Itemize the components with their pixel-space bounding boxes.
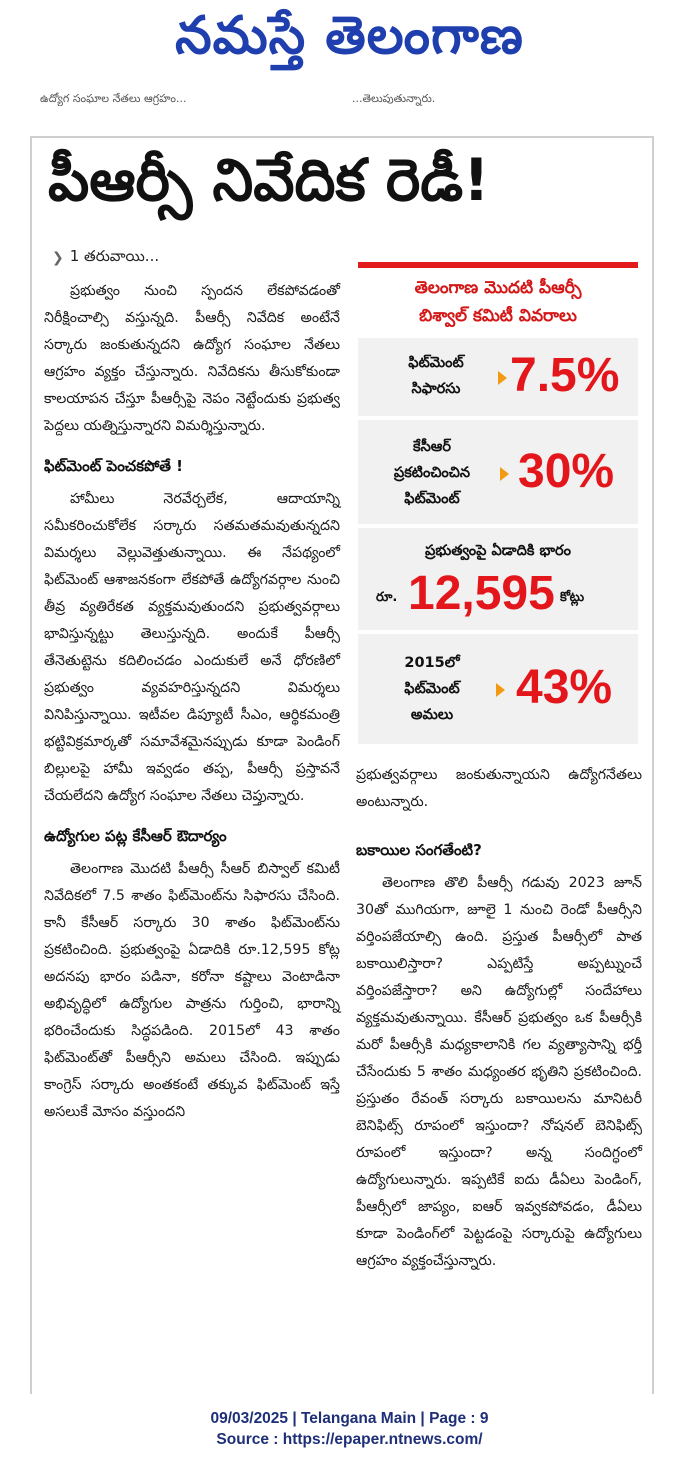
arrow-right-icon bbox=[498, 371, 507, 385]
section-subhead: బకాయిల సంగతేంటి? bbox=[356, 841, 482, 859]
label-line: ఫిట్‌మెంట్ bbox=[404, 491, 460, 507]
fact-box-heading-line: బిశ్వాల్ కమిటీ వివరాలు bbox=[419, 306, 577, 326]
article-paragraph: ప్రభుత్వవర్గాలు జంకుతున్నాయని ఉద్యోగనేతలు అంటున్నారు. bbox=[356, 767, 642, 810]
unit-label: కోట్లు bbox=[560, 590, 585, 605]
cut-off-text-left: ఉద్యోగ సంఘాల నేతలు ఆగ్రహం... bbox=[40, 92, 187, 105]
article-headline: పీఆర్సీ నివేదిక రెడీ! bbox=[48, 146, 490, 214]
fact-row-value: 12,595 bbox=[408, 567, 555, 620]
section-subhead: ఉద్యోగుల పట్ల కేసీఆర్ ఔదార్యం bbox=[44, 827, 227, 845]
continuation-kicker bbox=[52, 248, 159, 268]
masthead bbox=[0, 0, 699, 92]
fact-row-annual-burden bbox=[358, 528, 638, 632]
label-line: సిఫారసు bbox=[411, 381, 461, 397]
article-paragraph: తెలంగాణ మొదటి పీఆర్సీ సీఆర్ బిస్వాల్ కమిటీ నివేదికలో 7.5 శాతం ఫిట్‌మెంట్‌ను సిఫారసు చేసింది. కానీ కేసీఆర్ సర్కారు 30 శాతం ఫిట్‌మెంట్‌ను ప్రకటించింది. ప్రభుత్వంపై ఏడాదికి రూ.12,595 కోట్ల అదనపు భారం పడినా, కరోనా కష్టాలు వెంటాడినా అభివృద్ధిలో ఉద్యోగుల పాత్రను గుర్తించి, భారాన్ని భరించేందుకు సిద్ధపడింది. 2015లో 43 శాతం ఫిట్‌మెంట్‌తో పీఆర్సీని అమలు చేసింది. ఇప్పుడు కాంగ్రెస్ సర్కారు అంతకంటే తక్కువ ఫిట్‌మెంట్ ఇస్తే అసలుకే మోసం వస్తుందని bbox=[44, 861, 340, 1120]
fact-row-recommended-fitment bbox=[358, 338, 638, 418]
footer-source: Source : https://epaper.ntnews.com/ bbox=[216, 1431, 483, 1448]
fact-row-2015-fitment bbox=[358, 634, 638, 746]
fact-row-label bbox=[372, 650, 492, 728]
label-line: అమలు bbox=[410, 707, 454, 723]
label-line: ఫిట్‌మెంట్ bbox=[408, 355, 464, 371]
label-line: 2015లో bbox=[404, 655, 460, 671]
fact-row-value: 43% bbox=[516, 661, 613, 714]
fact-row-label: ప్రభుత్వంపై ఏడాదికి భారం bbox=[425, 543, 571, 559]
label-line: కేసీఆర్ bbox=[413, 439, 451, 455]
page-footer bbox=[0, 1408, 699, 1450]
currency-prefix: రూ. bbox=[376, 590, 398, 605]
chevron-right-icon: ❯ bbox=[52, 250, 64, 266]
fact-row-kcr-fitment bbox=[358, 420, 638, 526]
fact-row-label bbox=[376, 350, 496, 402]
label-line: ఫిట్‌మెంట్ bbox=[404, 681, 460, 697]
fact-row-value: 7.5% bbox=[510, 349, 620, 402]
left-column bbox=[44, 278, 340, 1126]
cut-off-text-right: ...తెలుపుతున్నారు. bbox=[352, 92, 436, 105]
fact-box-heading-line: తెలంగాణ మొదటి పీఆర్సీ bbox=[414, 278, 582, 298]
footer-date-edition: 09/03/2025 | Telangana Main | Page : 9 bbox=[210, 1410, 489, 1427]
cut-off-bottom-text bbox=[150, 1388, 530, 1398]
right-column bbox=[356, 762, 642, 1275]
fact-row-value: 30% bbox=[518, 445, 615, 498]
newspaper-logo: నమస్తే తెలంగాణ bbox=[175, 6, 524, 66]
fact-box bbox=[358, 262, 638, 750]
article-paragraph: ప్రభుత్వం నుంచి స్పందన లేకపోవడంతో నిరీక్షించాల్సి వస్తున్నది. పీఆర్సీ నివేదిక అంటేనే సర్కారు జంకుతున్నదని ఉద్యోగ సంఘాల నేతలు ఆగ్రహం వ్యక్తం చేస్తున్నారు. నివేదికను తీసుకోకుండా కాలయాపన చేస్తూ పీఆర్సీపై నెపం నెట్టేందుకు ప్రభుత్వ పెద్దలు యత్నిస్తున్నారని విమర్శిస్తున్నారు. bbox=[44, 283, 340, 434]
fact-row-label bbox=[364, 434, 500, 512]
article-paragraph: తెలంగాణ తొలి పీఆర్సీ గడువు 2023 జూన్ 30తో ముగియగా, జూలై 1 నుంచి రెండో పీఆర్సీని వర్తింపజేయాల్సి ఉంది. ప్రస్తుత పీఆర్సీలో పాత బకాయిలిస్తారా? ఎప్పటిస్తే అప్పట్నుంచే వర్తింపజేస్తారా? అని ఉద్యోగుల్లో సందేహాలు వ్యక్తమవుతున్నాయి. కేసీఆర్ ప్రభుత్వం ఒక పీఆర్సీకి మరో పీఆర్సీకి మధ్యకాలానికి గల వ్యత్యాసాన్ని భర్తీ చేసేందుకు 5 శాతం మధ్యంతర భృతిని ప్రకటించింది. ప్రస్తుతం రేవంత్ సర్కారు బకాయిలను మానిటరీ బెనిఫిట్స్ రూపంలో ఇస్తుందా? నోషనల్ బెనిఫిట్స్ రూపంలో ఇస్తుందా? అన్న సందిగ్ధంలో ఉద్యోగులున్నారు. ఇప్పటికే ఐదు డీఏలు పెండింగ్, పీఆర్సీలో జాప్యం, ఐఆర్ ఇవ్వకపోవడం, డీఏలు కూడా పెండింగ్‌లో పెట్టడంపై సర్కారుపై ఉద్యోగులు ఆగ్రహం వ్యక్తంచేస్తున్నారు. bbox=[356, 875, 642, 1269]
kicker-text: 1 తరువాయి... bbox=[69, 247, 160, 265]
arrow-right-icon bbox=[500, 467, 509, 481]
arrow-right-icon bbox=[496, 683, 505, 697]
label-line: ప్రకటించించిన bbox=[393, 465, 471, 481]
section-subhead: ఫిట్‌మెంట్ పెంచకపోతే ! bbox=[44, 457, 184, 475]
fact-box-heading bbox=[358, 262, 638, 338]
article-paragraph: హామీలు నెరవేర్చలేక, ఆదాయాన్ని సమీకరించుకోలేక సర్కారు సతమతమవుతున్నదని విమర్శలు వెల్లువెత్తుతున్నాయి. ఈ నేపథ్యంలో ఫిట్‌మెంట్ ఆశాజనకంగా లేకపోతే ఉద్యోగవర్గాల నుంచి తీవ్ర వ్యతిరేకత వ్యక్తమవుతుందని ప్రభుత్వవర్గాలు భావిస్తున్నట్టు తెలుస్తున్నది. అందుకే పీఆర్సీ తేనెతుట్టెను కదిలించడం ఎందుకులే అనే ధోరణిలో ప్రభుత్వం వ్యవహరిస్తున్నదని విమర్శలు వినిపిస్తున్నాయి. ఇటీవల డిప్యూటీ సీఎం, ఆర్థికమంత్రి భట్టివిక్రమార్కతో సమావేశమైనప్పుడు కూడా పెండింగ్ బిల్లులపై హామీ ఇవ్వడం తప్ప, పీఆర్సీ ప్రస్తావనే చేయలేదని ఉద్యోగ సంఘాల నేతలు చెప్తున్నారు. bbox=[44, 491, 340, 804]
